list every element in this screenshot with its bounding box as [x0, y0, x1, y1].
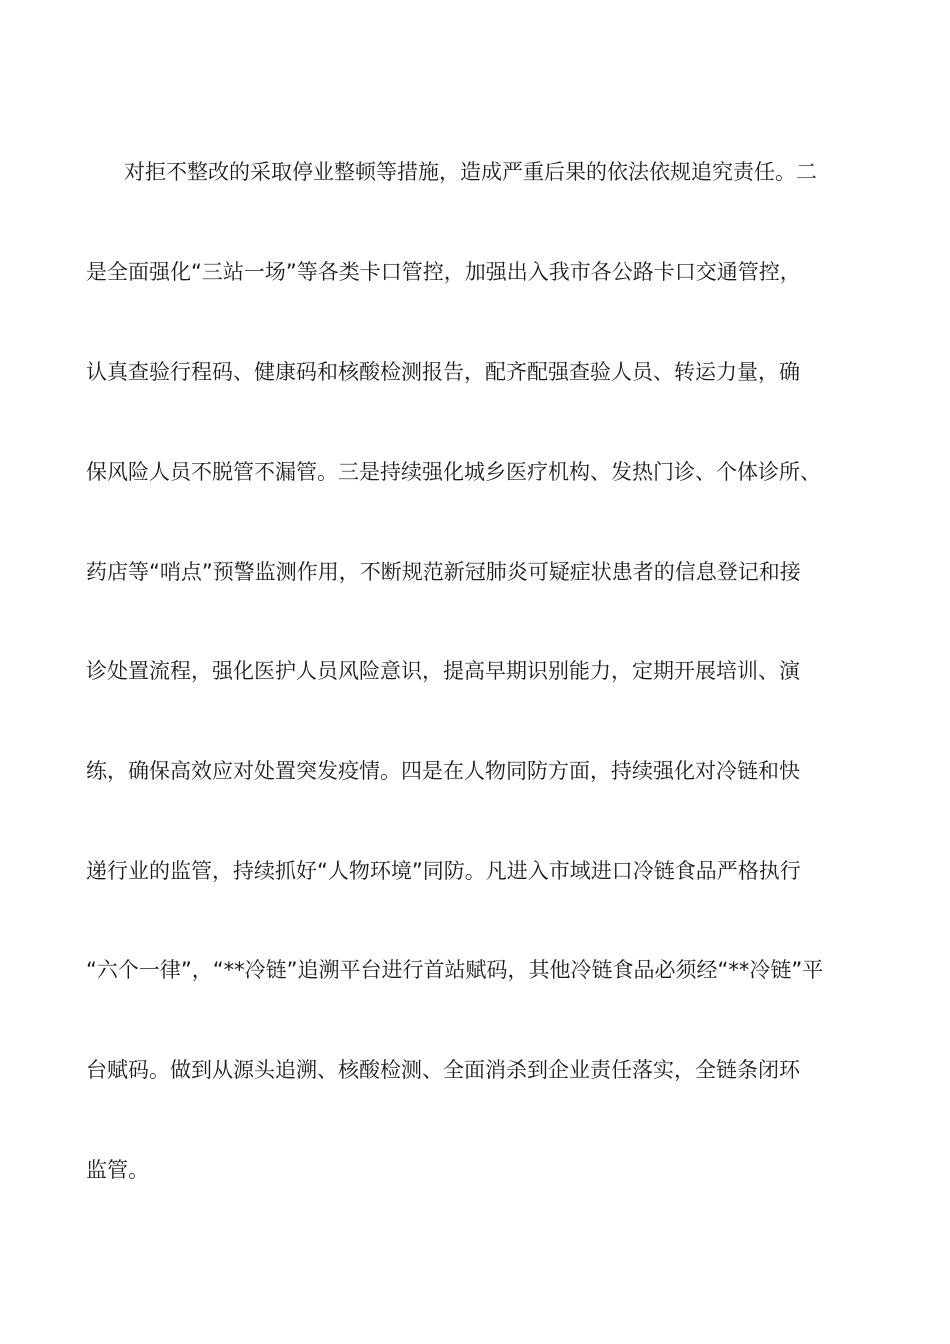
paragraph-line-1: 对拒不整改的采取停业整顿等措施，造成严重后果的依法依规追究责任。二 [124, 160, 817, 184]
paragraph-line-2: 是全面强化“三站一场”等各类卡口管控，加强出入我市各公路卡口交通管控， [86, 260, 801, 284]
paragraph-line-8: 递行业的监管，持续抓好“人物环境”同防。凡进入市域进口冷链食品严格执行 [86, 859, 801, 883]
paragraph-line-9: “六个一律”，“**冷链”追溯平台进行首站赋码，其他冷链食品必须经“**冷链”平 [86, 958, 824, 982]
paragraph-line-4: 保风险人员不脱管不漏管。三是持续强化城乡医疗机构、发热门诊、个体诊所、 [86, 460, 821, 484]
paragraph-line-3: 认真查验行程码、健康码和核酸检测报告，配齐配强查验人员、转运力量，确 [86, 360, 800, 384]
paragraph-line-6: 诊处置流程，强化医护人员风险意识，提高早期识别能力，定期开展培训、演 [86, 659, 800, 683]
paragraph-line-10: 台赋码。做到从源头追溯、核酸检测、全面消杀到企业责任落实，全链条闭环 [86, 1058, 800, 1082]
paragraph-line-7: 练，确保高效应对处置突发疫情。四是在人物同防方面，持续强化对冷链和快 [86, 759, 800, 783]
paragraph-line-5: 药店等“哨点”预警监测作用，不断规范新冠肺炎可疑症状患者的信息登记和接 [86, 560, 801, 584]
paragraph-line-11: 监管。 [86, 1158, 149, 1182]
